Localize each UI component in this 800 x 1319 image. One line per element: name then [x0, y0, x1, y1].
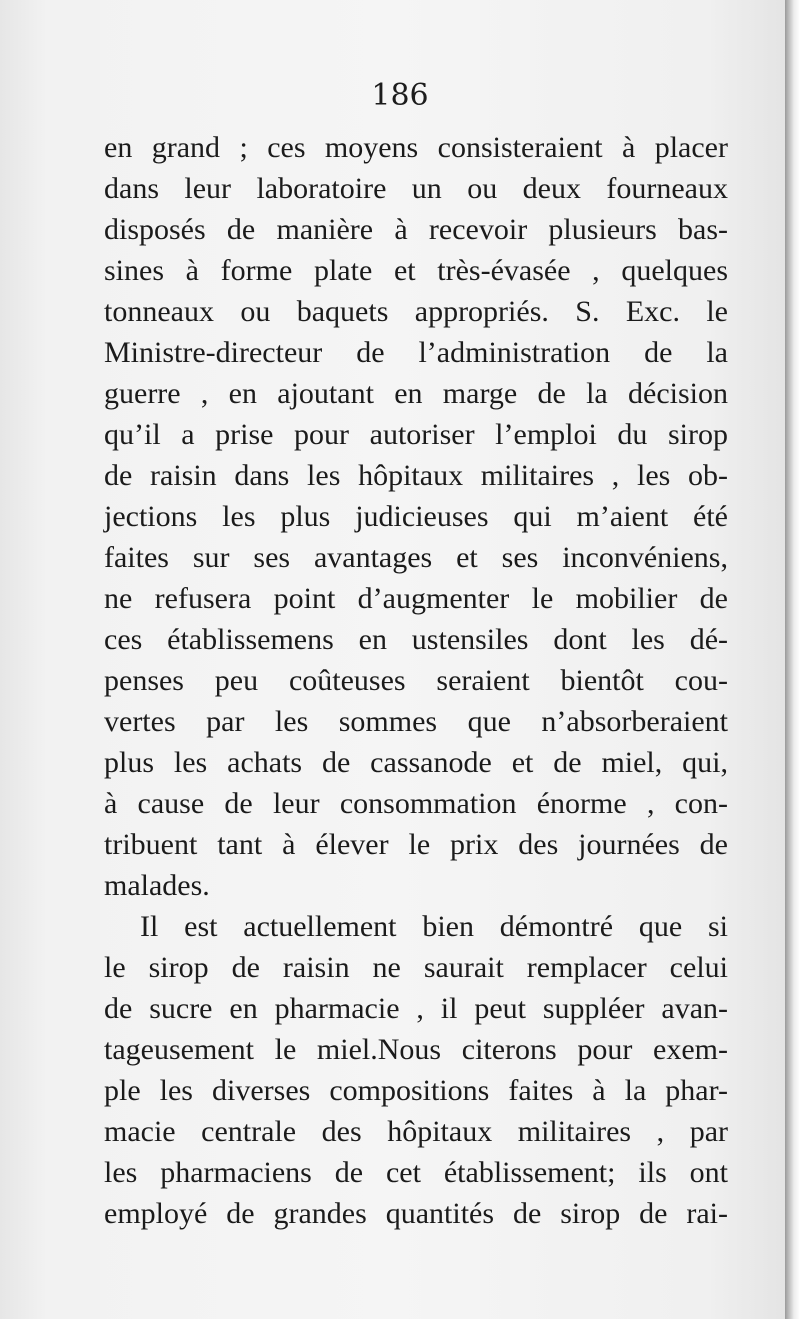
paragraph-1-line-9: de raisin dans les hôpitaux militaires , les ob-: [104, 459, 728, 492]
paragraph-1-line-6: Ministre-directeur de l’administration de la: [104, 336, 728, 369]
paragraph-2-line-1: Il est actuellement bien démontré que si: [140, 910, 728, 943]
paragraph-2-line-4: tageusement le miel.Nous citerons pour exem-: [104, 1033, 728, 1066]
paragraph-1-line-3: disposés de manière à recevoir plusieurs bas-: [104, 213, 728, 246]
paragraph-2-line-3: de sucre en pharmacie , il peut suppléer avan-: [104, 992, 728, 1025]
paragraph-1-line-5: tonneaux ou baquets appropriés. S. Exc. le: [104, 295, 728, 328]
paragraph-1-line-8: qu’il a prise pour autoriser l’emploi du sirop: [104, 418, 728, 451]
paragraph-1-line-14: penses peu coûteuses seraient bientôt cou-: [104, 664, 728, 697]
paragraph-1-line-1: en grand ; ces moyens consisteraient à placer: [104, 131, 728, 164]
paragraph-1-line-15: vertes par les sommes que n’absorberaient: [104, 705, 728, 738]
paragraph-1-line-12: ne refusera point d’augmenter le mobilier de: [104, 582, 728, 615]
paragraph-2-line-8: employé de grandes quantités de sirop de rai-: [104, 1197, 728, 1230]
paragraph-1-line-7: guerre , en ajoutant en marge de la décision: [104, 377, 728, 410]
paragraph-2-line-5: ple les diverses compositions faites à la phar-: [104, 1074, 728, 1107]
paragraph-1-line-17: à cause de leur consommation énorme , con-: [104, 787, 728, 820]
paragraph-1-line-18: tribuent tant à élever le prix des journées de: [104, 828, 728, 861]
paragraph-1-line-2: dans leur laboratoire un ou deux fourneaux: [104, 172, 728, 205]
paragraph-2-line-7: les pharmaciens de cet établissement; ils ont: [104, 1156, 728, 1189]
paragraph-2-line-2: le sirop de raisin ne saurait remplacer celui: [104, 951, 728, 984]
page-gutter-edge: [785, 0, 800, 1319]
paragraph-1-line-16: plus les achats de cassanode et de miel, qui,: [104, 746, 728, 779]
paragraph-1-line-11: faites sur ses avantages et ses inconvéniens,: [104, 541, 728, 574]
page-number: 186: [371, 78, 429, 113]
paragraph-1-line-13: ces établissemens en ustensiles dont les dé-: [104, 623, 728, 656]
paragraph-1-line-19: malades.: [104, 869, 210, 902]
paragraph-2-line-6: macie centrale des hôpitaux militaires , par: [104, 1115, 728, 1148]
paragraph-1-line-4: sines à forme plate et très-évasée , quelques: [104, 254, 728, 287]
paragraph-1-line-10: jections les plus judicieuses qui m’aient été: [104, 500, 728, 533]
